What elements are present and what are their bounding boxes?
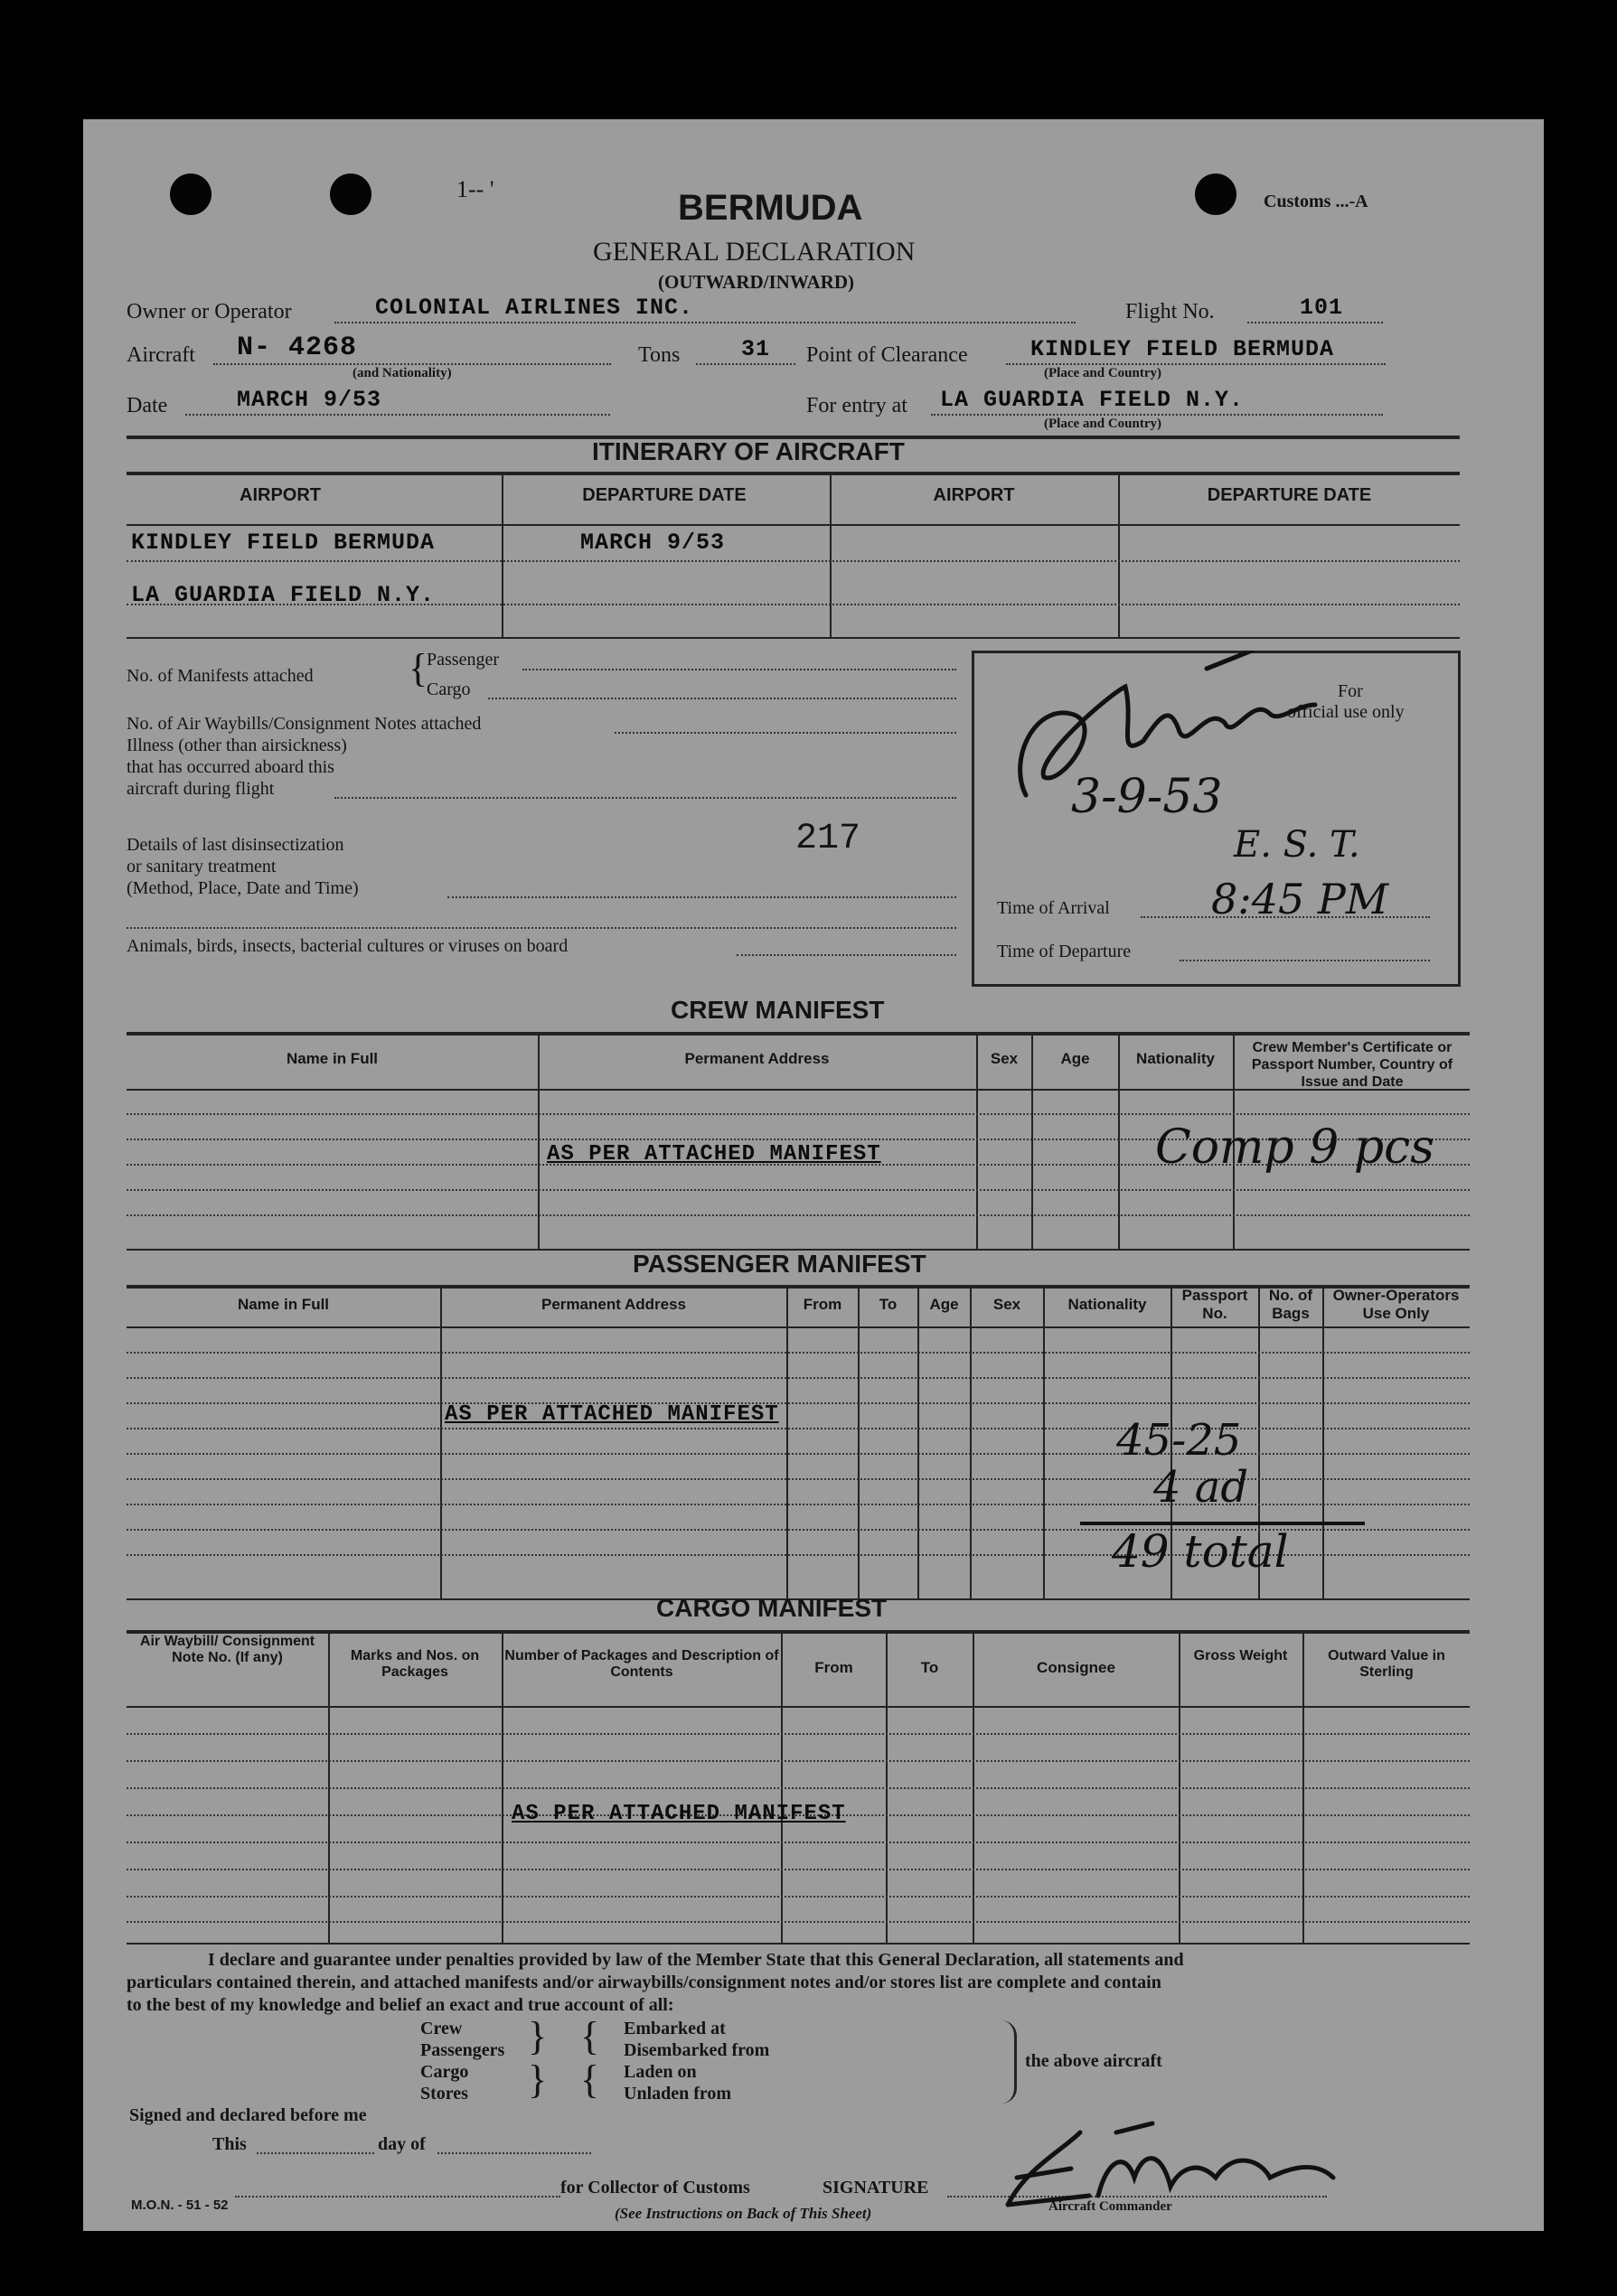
form-reference: Customs ...-A (1264, 192, 1368, 211)
day-of-label: day of (378, 2134, 426, 2154)
date-value: MARCH 9/53 (237, 387, 382, 413)
cargo-header-from: From (814, 1659, 853, 1676)
owner-value: COLONIAL AIRLINES INC. (375, 295, 694, 321)
passenger-manifest-label: Passenger (427, 650, 499, 670)
entry-label: For entry at (806, 394, 907, 417)
declaration-line-3: to the best of my knowledge and belief an exact and true account of all: (127, 1995, 674, 2015)
illness-line-1: Illness (other than airsickness) (127, 736, 347, 755)
cargo-header-value: Outward Value in Sterling (1328, 1648, 1445, 1680)
declaration-crew: Crew (420, 2019, 463, 2038)
crew-hand-note: Comp 9 pcs (1155, 1120, 1434, 1175)
official-use-label: official use only (1287, 702, 1405, 722)
signature-label: SIGNATURE (823, 2178, 929, 2198)
official-for-label: For (1338, 681, 1363, 701)
cargo-manifest-label: Cargo (427, 679, 471, 699)
declaration-bracket-d: { (580, 2057, 600, 2102)
top-mark: 1-- ' (456, 176, 494, 202)
date-label: Date (127, 394, 168, 417)
form-title: GENERAL DECLARATION (593, 237, 916, 267)
cargo-title: CARGO MANIFEST (656, 1594, 888, 1622)
crew-header-certificate: Crew Member's Certificate or Passport Number, Country of Issue and Date (1251, 1040, 1453, 1090)
passenger-header-owner: Owner-Operators Use Only (1332, 1287, 1460, 1322)
cargo-header-waybill: Air Waybill/ Consignment Note No. (If any) (139, 1634, 315, 1665)
crew-title: CREW MANIFEST (671, 996, 885, 1024)
declaration-right-brace (1001, 2020, 1017, 2104)
disinsect-line-3: (Method, Place, Date and Time) (127, 878, 359, 898)
declaration-disembarked: Disembarked from (624, 2040, 770, 2060)
passenger-hand-3: 49 total (1112, 1525, 1289, 1578)
passenger-header-to: To (879, 1296, 898, 1313)
punch-hole-right (1195, 173, 1236, 215)
passenger-header-passport: Passport No. (1181, 1287, 1248, 1322)
cargo-header-packages: Number of Packages and Description of Contents (504, 1648, 779, 1680)
itinerary-row1-date: MARCH 9/53 (580, 529, 726, 556)
declaration-laden: Laden on (624, 2062, 697, 2082)
aircraft-note: (and Nationality) (353, 366, 452, 380)
instructions-note: (See Instructions on Back of This Sheet) (615, 2205, 872, 2222)
waybills-label: No. of Air Waybills/Consignment Notes attached (127, 714, 482, 734)
clearance-value: KINDLEY FIELD BERMUDA (1030, 336, 1335, 362)
aircraft-value: N- 4268 (237, 333, 358, 363)
manifests-bracket: { (409, 646, 428, 690)
cargo-header-consignee: Consignee (1037, 1659, 1115, 1676)
clearance-note: (Place and Country) (1044, 366, 1161, 380)
this-label: This (212, 2134, 247, 2154)
passenger-header-age: Age (929, 1296, 959, 1313)
crew-header-name: Name in Full (286, 1050, 379, 1067)
declaration-bracket-c: { (580, 2014, 600, 2058)
passenger-hand-1: 45-25 (1116, 1415, 1242, 1466)
signed-label: Signed and declared before me (129, 2105, 367, 2125)
crew-header-address: Permanent Address (684, 1050, 830, 1067)
itinerary-header-date-1: DEPARTURE DATE (582, 485, 747, 505)
official-hand-zone: E. S. T. (1234, 824, 1360, 866)
commander-label: Aircraft Commander (1048, 2199, 1172, 2214)
crew-stamp: AS PER ATTACHED MANIFEST (547, 1142, 881, 1167)
itinerary-header-airport-2: AIRPORT (933, 485, 1015, 505)
country-heading: BERMUDA (678, 188, 863, 228)
clearance-label: Point of Clearance (806, 343, 968, 367)
disinsect-value: 217 (795, 819, 861, 859)
collector-label: for Collector of Customs (560, 2178, 750, 2198)
itinerary-row1-airport: KINDLEY FIELD BERMUDA (131, 529, 436, 556)
animals-label: Animals, birds, insects, bacterial cultures or viruses on board (127, 936, 569, 956)
cargo-header-to: To (920, 1659, 939, 1676)
illness-line-2: that has occurred aboard this (127, 757, 334, 777)
passenger-header-from: From (803, 1296, 842, 1313)
declaration-line-1: I declare and guarantee under penalties provided by law of the Member State that this General Declaration, all statements and (208, 1950, 1184, 1970)
owner-label: Owner or Operator (127, 300, 292, 323)
cargo-header-weight: Gross Weight (1193, 1648, 1288, 1663)
arrival-label: Time of Arrival (997, 898, 1110, 918)
passenger-header-sex: Sex (992, 1296, 1021, 1313)
passenger-header-address: Permanent Address (541, 1296, 686, 1313)
departure-label: Time of Departure (997, 942, 1132, 961)
manifests-label: No. of Manifests attached (127, 666, 314, 686)
declaration-bracket-b: } (528, 2057, 548, 2102)
tons-value: 31 (741, 336, 771, 362)
declaration-bracket-a: } (528, 2014, 548, 2058)
crew-header-nationality: Nationality (1136, 1050, 1215, 1067)
passenger-header-nationality: Nationality (1067, 1296, 1147, 1313)
passenger-header-bags: No. of Bags (1268, 1287, 1313, 1322)
declaration-passengers: Passengers (420, 2040, 505, 2060)
crew-header-sex: Sex (990, 1050, 1019, 1067)
punch-hole-middle (330, 173, 371, 215)
declaration-aircraft-text: the above aircraft (1025, 2051, 1162, 2071)
passenger-title: PASSENGER MANIFEST (633, 1250, 926, 1278)
itinerary-header-airport-1: AIRPORT (240, 485, 321, 505)
disinsect-line-1: Details of last disinsectization (127, 835, 344, 855)
cargo-stamp: AS PER ATTACHED MANIFEST (512, 1802, 846, 1826)
itinerary-header-date-2: DEPARTURE DATE (1207, 485, 1372, 505)
illness-line-3: aircraft during flight (127, 779, 275, 799)
form-code: M.O.N. - 51 - 52 (131, 2198, 229, 2213)
disinsect-line-2: or sanitary treatment (127, 857, 277, 876)
crew-header-age: Age (1060, 1050, 1090, 1067)
cargo-header-marks: Marks and Nos. on Packages (350, 1648, 480, 1680)
declaration-unladen: Unladen from (624, 2084, 732, 2104)
flight-label: Flight No. (1125, 300, 1215, 323)
aircraft-label: Aircraft (127, 343, 195, 367)
declaration-stores: Stores (420, 2084, 468, 2104)
tons-label: Tons (638, 343, 681, 367)
passenger-stamp: AS PER ATTACHED MANIFEST (445, 1402, 779, 1427)
arrival-time: 8:45 PM (1211, 875, 1388, 923)
official-hand-date: 3-9-53 (1071, 770, 1223, 824)
declaration-cargo: Cargo (420, 2062, 469, 2082)
passenger-hand-2: 4 ad (1153, 1462, 1249, 1513)
punch-hole-left (170, 173, 212, 215)
itinerary-row2-airport: LA GUARDIA FIELD N.Y. (131, 582, 436, 608)
form-subtitle: (OUTWARD/INWARD) (658, 271, 855, 293)
itinerary-title: ITINERARY OF AIRCRAFT (592, 437, 905, 465)
passenger-header-name: Name in Full (237, 1296, 330, 1313)
entry-value: LA GUARDIA FIELD N.Y. (940, 387, 1245, 413)
declaration-line-2: particulars contained therein, and attached manifests and/or airwaybills/consignment notes and/or stores list are complete and contain (127, 1973, 1161, 1992)
flight-value: 101 (1300, 295, 1344, 321)
entry-note: (Place and Country) (1044, 417, 1161, 431)
declaration-embarked: Embarked at (624, 2019, 726, 2038)
